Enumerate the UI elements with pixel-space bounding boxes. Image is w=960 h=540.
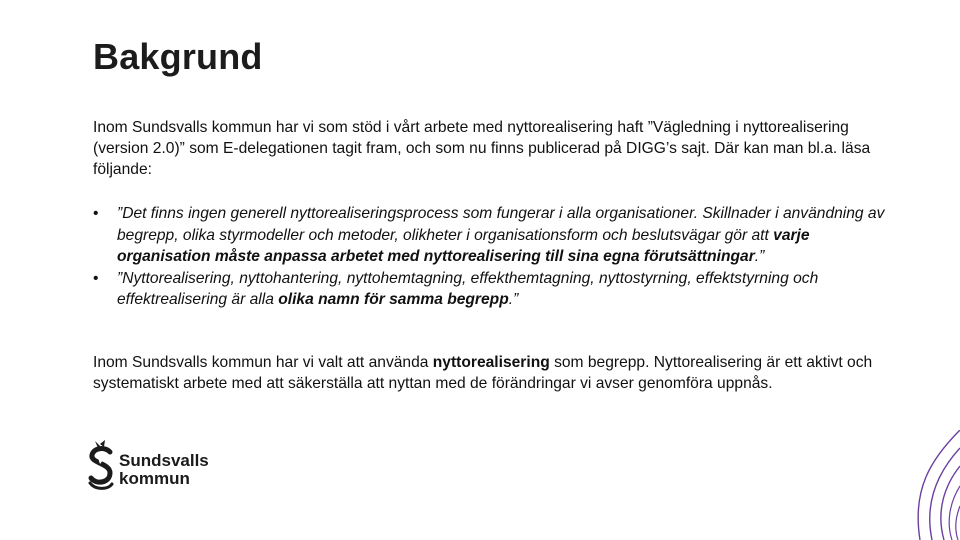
logo-line-1: Sundsvalls [119, 451, 209, 470]
intro-paragraph: Inom Sundsvalls kommun har vi som stöd i vårt arbete med nyttorealisering haft ”Vägledning i nyttorealisering (version 2.0)” som E-delegationen tagit fram, och som nu finns publicerad på DIGG’s sajt. Där kan man bl.a. läsa följande: [93, 119, 871, 178]
quote-emphasis: varje organisation måste anpassa arbetet med nyttorealisering till sina egna förutsättningar [117, 226, 810, 265]
quote-text: ”Nyttorealisering, nyttohantering, nyttohemtagning, effekthemtagning, nyttostyrning, effektstyrning och effektrealisering är alla [117, 269, 819, 308]
quote-emphasis: olika namn för samma begrepp [278, 291, 509, 308]
conclusion-text: Inom Sundsvalls kommun har vi valt att använda [93, 354, 433, 371]
bullet-marker: • [93, 205, 99, 222]
logo-line-2: kommun [119, 469, 190, 488]
list-item [93, 268, 905, 311]
logo-wordmark [119, 452, 209, 488]
bullet-marker: • [93, 269, 99, 287]
quote-text-end: .” [754, 248, 765, 265]
quote-text: ”Det finns ingen generell nyttorealiseringsprocess som fungerar i alla organisationer. Skillnader i användning av begrepp, olika styrmodeller och metoder, olikheter i organisationsform och beslutsvägar gör att [117, 205, 885, 244]
quote-list [93, 203, 905, 311]
dragon-emblem-icon [86, 438, 118, 496]
decorative-swirl-lines [860, 430, 960, 540]
conclusion-text-end: som begrepp. Nyttorealisering är ett aktivt och systematiskt arbete med att säkerställa att nyttan med de förändringar vi avser genomföra uppnås. [93, 354, 873, 392]
conclusion-paragraph [93, 352, 905, 394]
quote-text-end: .” [508, 291, 519, 308]
list-item [93, 203, 905, 268]
slide-title: Bakgrund [93, 36, 263, 77]
sundsvalls-kommun-logo [86, 438, 236, 498]
conclusion-emphasis: nyttorealisering [432, 354, 550, 371]
